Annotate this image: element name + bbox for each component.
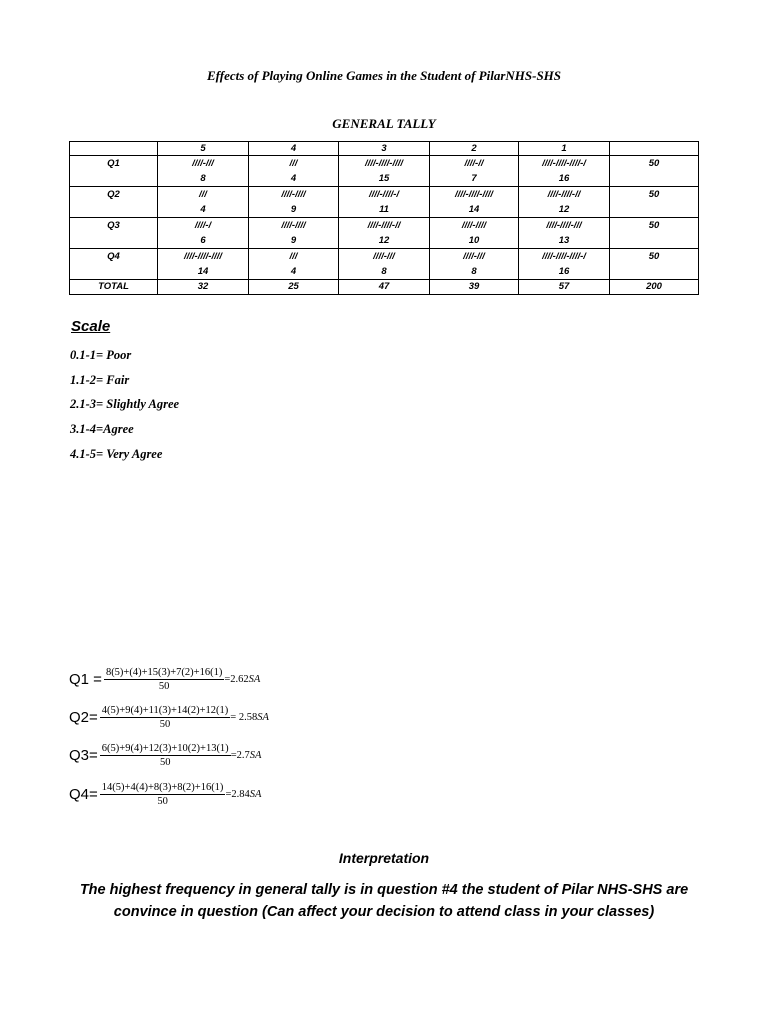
formula-fraction bbox=[104, 667, 224, 692]
row-total: 50 bbox=[610, 156, 699, 187]
formula-result: =2.7SA bbox=[230, 749, 262, 761]
grand-total-cell: 200 bbox=[610, 280, 699, 295]
tally-cell: /// 4 bbox=[158, 187, 249, 218]
table-row bbox=[70, 187, 699, 218]
header-cell: 4 bbox=[249, 142, 339, 156]
header-cell: 1 bbox=[519, 142, 610, 156]
tally-cell: ////-////-//// 14 bbox=[158, 249, 249, 280]
row-total: 50 bbox=[610, 218, 699, 249]
tally-cell: ////-////-// 12 bbox=[339, 218, 430, 249]
formula-label: Q1 = bbox=[69, 670, 102, 688]
total-cell: 47 bbox=[339, 280, 430, 295]
formula-numerator: 6(5)+9(4)+12(3)+10(2)+13(1) bbox=[101, 742, 229, 754]
formula-q1 bbox=[69, 661, 260, 697]
formula-label: Q4= bbox=[69, 785, 98, 803]
tally-cell: ////-//// 9 bbox=[249, 218, 339, 249]
tally-cell: ////-////-/// 13 bbox=[519, 218, 610, 249]
formula-denominator: 50 bbox=[159, 756, 171, 768]
formula-fraction bbox=[100, 743, 231, 768]
tally-cell: ////-////-////-/ 16 bbox=[519, 156, 610, 187]
interpretation-text: The highest frequency in general tally is in question #4 the student of Pilar NHS-SHS are convince in question (Can affect your decision to attend class in your classes) bbox=[79, 882, 689, 920]
row-label: Q3 bbox=[70, 218, 158, 249]
total-cell: 57 bbox=[519, 280, 610, 295]
table-row bbox=[70, 156, 699, 187]
formula-q4 bbox=[69, 776, 261, 812]
formula-result: =2.84SA bbox=[225, 788, 262, 800]
tally-cell: /// 4 bbox=[249, 156, 339, 187]
row-label: Q1 bbox=[70, 156, 158, 187]
tally-cell: ////-/// 8 bbox=[158, 156, 249, 187]
table-row bbox=[70, 218, 699, 249]
formula-numerator: 8(5)+(4)+15(3)+7(2)+16(1) bbox=[105, 666, 223, 678]
header-cell: 3 bbox=[339, 142, 430, 156]
formula-result: = 2.58SA bbox=[230, 711, 269, 723]
formula-q3 bbox=[69, 737, 261, 773]
tally-cell: ////-/// 8 bbox=[339, 249, 430, 280]
scale-heading: Scale bbox=[71, 318, 111, 335]
tally-cell: ////-////-//// 14 bbox=[430, 187, 519, 218]
formula-fraction bbox=[100, 782, 226, 807]
tally-cell: ////-/ 6 bbox=[158, 218, 249, 249]
tally-cell: ////-//// 9 bbox=[249, 187, 339, 218]
header-cell: 2 bbox=[430, 142, 519, 156]
tally-cell: ////-/// 8 bbox=[430, 249, 519, 280]
row-total: 50 bbox=[610, 249, 699, 280]
table-total-row bbox=[70, 280, 699, 295]
header-cell bbox=[610, 142, 699, 156]
scale-item: 0.1-1= Poor bbox=[70, 348, 132, 362]
tally-cell: ////-////-/ 11 bbox=[339, 187, 430, 218]
table-row bbox=[70, 249, 699, 280]
row-label: Q2 bbox=[70, 187, 158, 218]
tally-cell: /// 4 bbox=[249, 249, 339, 280]
total-label: TOTAL bbox=[70, 280, 158, 295]
tally-cell: ////-// 7 bbox=[430, 156, 519, 187]
scale-list bbox=[70, 346, 179, 469]
formula-fraction bbox=[100, 705, 231, 730]
formula-result: =2.62SA bbox=[224, 673, 261, 685]
document-title: Effects of Playing Online Games in the Student of PilarNHS-SHS bbox=[206, 68, 562, 83]
general-tally-title: GENERAL TALLY bbox=[332, 116, 436, 131]
general-tally-table bbox=[69, 141, 699, 295]
row-label: Q4 bbox=[70, 249, 158, 280]
interpretation-title: Interpretation bbox=[338, 850, 430, 866]
formula-label: Q2= bbox=[69, 708, 98, 726]
header-cell bbox=[70, 142, 158, 156]
tally-cell: ////-////-// 12 bbox=[519, 187, 610, 218]
scale-item: 3.1-4=Agree bbox=[70, 422, 134, 437]
formula-label: Q3= bbox=[69, 746, 98, 764]
total-cell: 32 bbox=[158, 280, 249, 295]
formula-numerator: 14(5)+4(4)+8(3)+8(2)+16(1) bbox=[101, 781, 224, 793]
total-cell: 39 bbox=[430, 280, 519, 295]
formula-denominator: 50 bbox=[158, 680, 170, 692]
scale-item: 4.1-5= Very Agree bbox=[70, 446, 163, 461]
formula-q2 bbox=[69, 699, 269, 735]
tally-cell: ////-////-//// 15 bbox=[339, 156, 430, 187]
scale-item: 2.1-3= Slightly Agree bbox=[70, 397, 180, 412]
formula-denominator: 50 bbox=[159, 718, 171, 730]
total-cell: 25 bbox=[249, 280, 339, 295]
formula-denominator: 50 bbox=[157, 795, 168, 807]
tally-cell: ////-////-////-/ 16 bbox=[519, 249, 610, 280]
header-cell: 5 bbox=[158, 142, 249, 156]
table-header-row bbox=[70, 142, 699, 156]
formula-numerator: 4(5)+9(4)+11(3)+14(2)+12(1) bbox=[101, 704, 229, 716]
row-total: 50 bbox=[610, 187, 699, 218]
scale-item: 1.1-2= Fair bbox=[70, 372, 130, 387]
tally-cell: ////-//// 10 bbox=[430, 218, 519, 249]
